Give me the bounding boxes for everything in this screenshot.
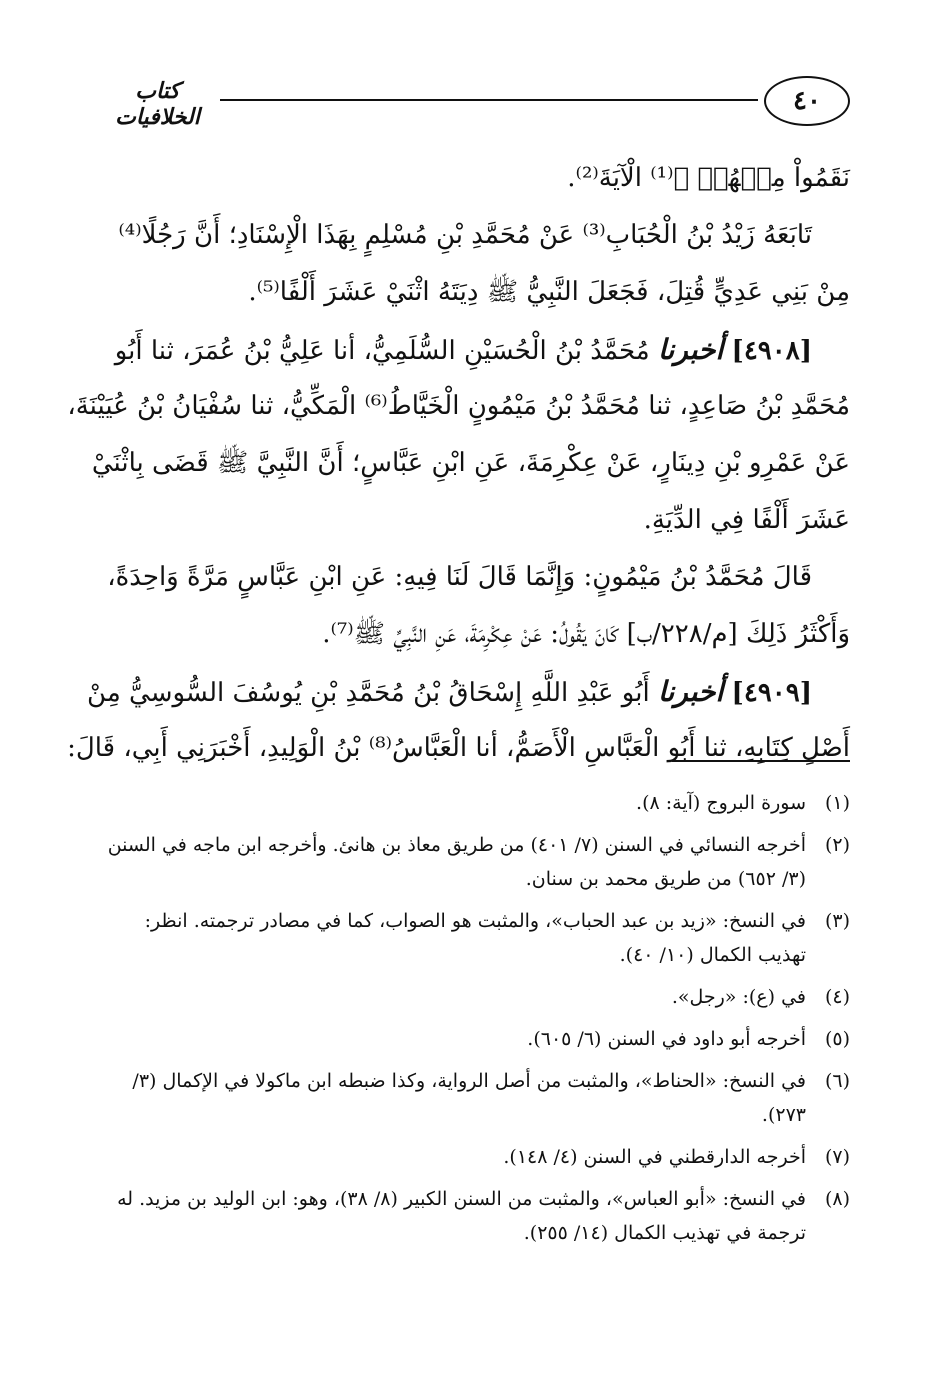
footnote-text: أخرجه أبو داود في السنن (٦/ ٦٠٥). xyxy=(527,1028,806,1050)
text-line-2: تَابَعَهُ زَيْدُ بْنُ الْحُبَابِ⁽³⁾ عَنْ مُحَمَّدِ بْنِ مُسْلِمٍ بِهَذَا الْإِسْنَادِ؛ أَنَّ رَجُلًا⁽⁴⁾ xyxy=(118,220,812,250)
footnote xyxy=(100,904,850,972)
footnote-text: في النسخ: «أبو العباس»، والمثبت من السنن الكبير (٨/ ٣٨)، وهو: ابن الوليد بن مزيد. له ترجمة في تهذيب الكمال (١٤/ ٢٥٥). xyxy=(117,1188,806,1244)
footnote xyxy=(100,1022,850,1056)
text-line-4-body: مُحَمَّدُ بْنُ الْحُسَيْنِ السُّلَمِيُّ، أنا عَلِيُّ بْنُ عُمَرَ، ثنا أَبُو xyxy=(114,336,650,366)
footnote-text: في النسخ: «الحناط»، والمثبت من أصل الرواية، وكذا ضبطه ابن ماكولا في الإكمال (٣/ ٢٧٣). xyxy=(132,1070,806,1126)
footnote xyxy=(100,1182,850,1250)
page-number: ٤٠ xyxy=(793,86,821,116)
footnote xyxy=(100,1140,850,1174)
hadith-number-4908: [٤٩٠٨] xyxy=(731,336,812,366)
footnote-text: سورة البروج (آية: ٨). xyxy=(636,792,806,814)
main-text xyxy=(67,150,850,777)
footnote-number: (٤) xyxy=(824,986,850,1008)
footnote-number: (٧) xyxy=(824,1146,850,1168)
page-number-badge xyxy=(764,76,850,126)
footnote xyxy=(100,786,850,820)
text-line-10 xyxy=(87,663,850,720)
footnotes xyxy=(100,786,850,1258)
text-line-5: مُحَمَّدِ بْنُ صَاعِدٍ، ثنا مُحَمَّدُ بْنُ مَيْمُونٍ الْخَيَّاطُ⁽⁶⁾ الْمَكِّيُّ، ثنا سُفْيَانُ بْنُ عُيَيْنَةَ، xyxy=(67,391,850,421)
footnote-number: (٨) xyxy=(824,1188,850,1210)
footnote-number: (٣) xyxy=(824,910,850,932)
text-line-9: وَأَكْثَرُ ذَلِكَ [م/٢٢٨/ب] كَانَ يَقُولُ: عَنْ عِكْرِمَةَ، عَنِ النَّبِيِّ ﷺ⁽⁷⁾. xyxy=(322,619,850,649)
akhbarana-label: أخبرنا xyxy=(657,675,724,708)
footnote xyxy=(100,980,850,1014)
text-line-7: عَشَرَ أَلْفًا فِي الدِّيَةِ. xyxy=(643,505,850,535)
footnote xyxy=(100,1064,850,1132)
text-line-8: قَالَ مُحَمَّدُ بْنُ مَيْمُونٍ: وَإِنَّمَا قَالَ لَنَا فِيهِ: عَنِ ابْنِ عَبَّاسٍ مَرَّةً وَاحِدَةً، xyxy=(107,562,812,592)
footnote-text: في النسخ: «زيد بن عبد الحباب»، والمثبت هو الصواب، كما في مصادر ترجمته. انظر: تهذيب الكمال (١٠/ ٤٠). xyxy=(144,910,806,966)
footnote-text: أخرجه النسائي في السنن (٧/ ٤٠١) من طريق معاذ بن هانئ. وأخرجه ابن ماجه في السنن (٣/ ٦٥٢) من طريق محمد بن سنان. xyxy=(107,834,806,890)
text-line-10-body: أَبُو عَبْدِ اللَّهِ إِسْحَاقُ بْنُ مُحَمَّدِ بْنِ يُوسُفَ السُّوسِيُّ مِنْ xyxy=(87,678,650,708)
footnote-number: (١) xyxy=(824,792,850,814)
page-header xyxy=(100,72,850,132)
footnote-text: في (ع): «رجل». xyxy=(671,986,806,1008)
footnote-number: (٦) xyxy=(824,1070,850,1092)
footnote-text: أخرجه الدارقطني في السنن (٤/ ١٤٨). xyxy=(503,1146,806,1168)
text-line-4 xyxy=(100,321,850,378)
footnote xyxy=(100,828,850,896)
text-line-6: عَنْ عَمْرِو بْنِ دِينَارٍ، عَنْ عِكْرِمَةَ، عَنِ ابْنِ عَبَّاسٍ؛ أَنَّ النَّبِيَّ ﷺ قَضَى بِاثْنَيْ xyxy=(91,448,850,478)
hadith-number-4909: [٤٩٠٩] xyxy=(731,678,812,708)
text-line-3: مِنْ بَنِي عَدِيٍّ قُتِلَ، فَجَعَلَ النَّبِيُّ ﷺ دِيَتَهُ اثْنَيْ عَشَرَ أَلْفًا⁽⁵⁾. xyxy=(248,277,850,307)
footnote-number: (٢) xyxy=(824,834,850,856)
running-title: كتاب الخلافيات xyxy=(115,78,200,130)
header-rule xyxy=(220,99,758,101)
footnote-divider xyxy=(672,760,850,762)
text-line-1: نَقَمُواْ مِنۡهُمۡ ﴾⁽¹⁾ الْآيَةَ⁽²⁾. xyxy=(567,163,850,193)
akhbarana-label: أخبرنا xyxy=(657,333,724,366)
text-line-11: أَصْلِ كِتَابِهِ، ثنا أَبُو الْعَبَّاسِ الْأَصَمُّ، أنا الْعَبَّاسُ⁽⁸⁾ بْنُ الْوَلِيدِ، أَخْبَرَنِي أَبِي، قَالَ: xyxy=(67,733,850,763)
footnote-number: (٥) xyxy=(824,1028,850,1050)
